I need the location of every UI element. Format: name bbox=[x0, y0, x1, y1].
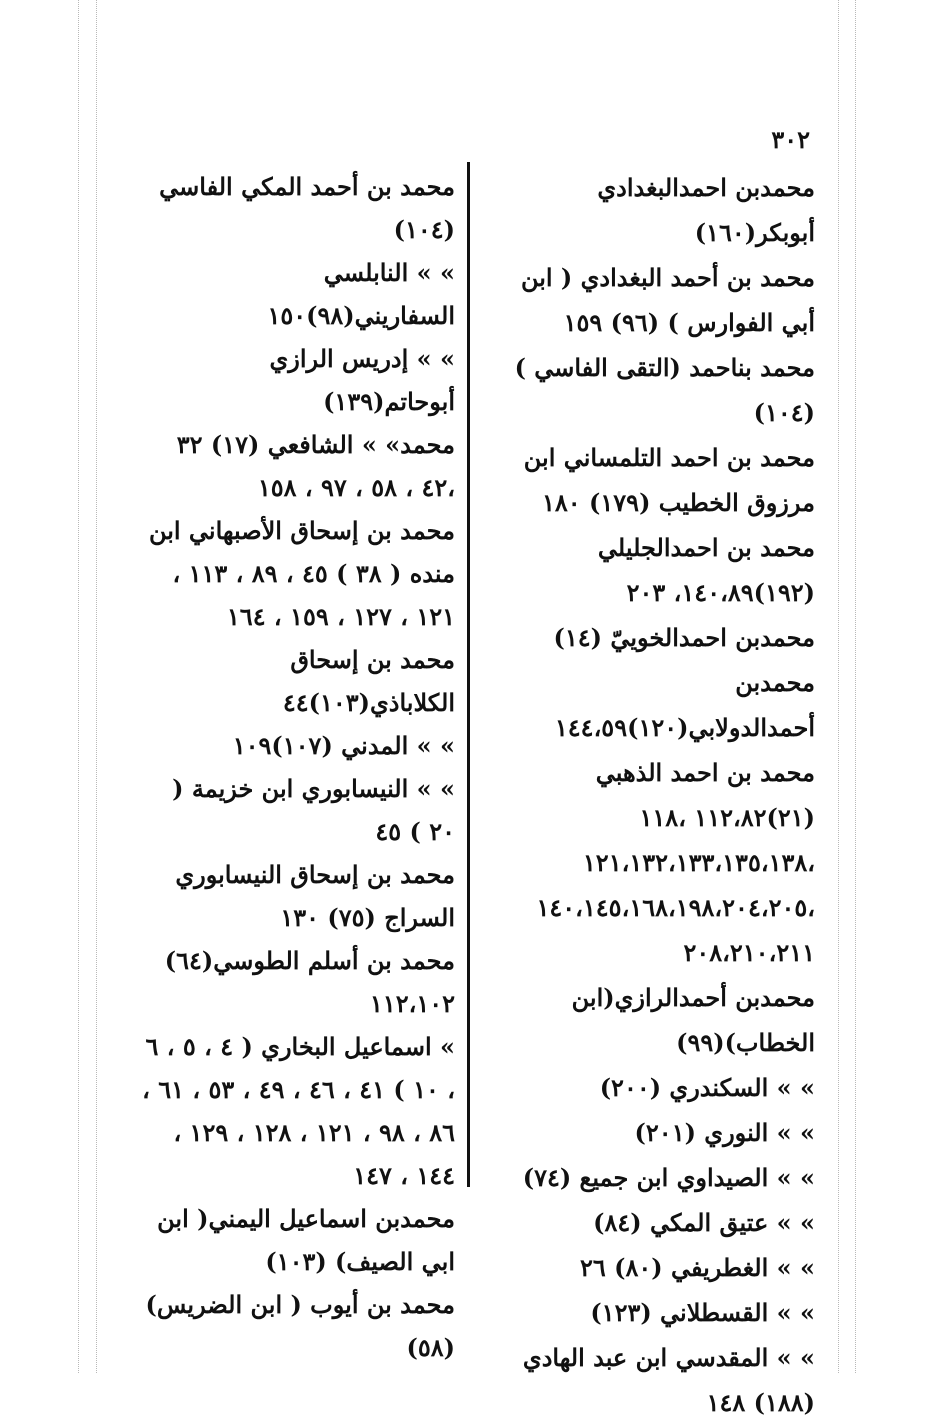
index-entry: محمد بن احمد الذهبي (٢١)١١٢،٨٢ ،١١٨ ،١٢١،١٣٢،١٣٣،١٣٥،١٣٨ ،١٤٠،١٤٥،١٦٨،١٩٨،٢٠٤،٢٠٥ ٢٠٨،٢١٠،٢١١ bbox=[536, 758, 815, 967]
index-entry: محمدبن احمدالبغدادي أبوبكر(١٦٠) bbox=[597, 173, 815, 247]
index-entry: » » السكندري (٢٠٠) bbox=[599, 1073, 815, 1102]
index-column-right bbox=[495, 165, 815, 1425]
index-entry: محمد» » الشافعي (١٧) ٣٢ ،٤٢ ، ٥٨ ، ٩٧ ، ١٥٨ bbox=[176, 430, 455, 502]
index-entry: محمد بن إسحاق الكلاباذي(١٠٣)٤٤ bbox=[282, 645, 455, 717]
scan-margin-line bbox=[838, 0, 839, 1373]
index-entry: » » إدريس الرازي أبوحاتم(١٣٩) bbox=[269, 344, 455, 416]
index-entry: محمد بن أسلم الطوسي(٦٤) ١١٢،١٠٢ bbox=[164, 946, 455, 1018]
index-entry: محمد بن إسحاق النيسابوري السراج (٧٥) ١٣٠ bbox=[175, 860, 455, 932]
index-entry: » » النوري (٢٠١) bbox=[634, 1118, 815, 1147]
column-divider bbox=[467, 162, 470, 1187]
scan-margin-line bbox=[96, 0, 97, 1373]
index-entry: محمد بن احمدالجليلي (١٩٢)١٤٠،٨٩، ٢٠٣ bbox=[597, 533, 815, 607]
index-entry: محمد بن أحمد البغدادي ( ابن أبي الفوارس ) (٩٦) ١٥٩ bbox=[520, 263, 815, 337]
index-entry: محمد بن أحمد المكي الفاسي (١٠٤) bbox=[159, 172, 455, 244]
index-entry: محمدبن اسماعيل اليمني( ابن ابي الصيف) (١٠٣) bbox=[157, 1204, 455, 1276]
index-entry: محمد بن إسحاق الأصبهاني ابن منده ( ٣٨ ) ٤٥ ، ٨٩ ، ١١٣ ، ١٢١ ، ١٢٧ ، ١٥٩ ، ١٦٤ bbox=[148, 516, 455, 631]
index-entry: » » النيسابوري ابن خزيمة ( ٢٠ ) ٤٥ bbox=[172, 774, 455, 846]
index-entry: محمدبن أحمدالدولابي(١٢٠)١٤٤،٥٩ bbox=[554, 668, 815, 742]
index-entry: محمدبن احمدالخوييّ (١٤) bbox=[553, 623, 815, 652]
index-column-left bbox=[140, 165, 455, 1369]
index-entry: » » المقدسي ابن عبد الهادي (١٨٨) ١٤٨ bbox=[522, 1343, 815, 1417]
index-entry: محمد بن أيوب ( ابن الضريس)(٥٨) bbox=[145, 1290, 455, 1362]
index-entry: » » المدني (١٠٧)١٠٩ bbox=[232, 731, 455, 760]
scan-margin-line bbox=[855, 0, 856, 1373]
scan-margin-line bbox=[78, 0, 79, 1373]
index-entry: » » الغطريفي (٨٠) ٢٦ bbox=[579, 1253, 815, 1282]
index-entry: » » عتيق المكي (٨٤) bbox=[593, 1208, 815, 1237]
index-entry: » » الصيداوي ابن جميع (٧٤) bbox=[522, 1163, 815, 1192]
index-entry: » » القسطلاني (١٢٣) bbox=[590, 1298, 815, 1327]
page-number: ٣٠٢ bbox=[771, 125, 810, 154]
index-entry: محمدبن أحمدالرازي(ابن الخطاب)(٩٩) bbox=[571, 983, 815, 1057]
index-entry: محمد بناحمد (التقى الفاسي ) (١٠٤) bbox=[514, 353, 815, 427]
index-entry: » » النابلسي السفاريني(٩٨)١٥٠ bbox=[267, 258, 455, 330]
index-entry: » اسماعيل البخاري ( ٤ ، ٥ ، ٦ ، ١٠ ) ٤١ ، ٤٦ ، ٤٩ ، ٥٣ ، ٦١ ، ٨٦ ، ٩٨ ، ١٢١ ، ١٢٨ ، ١٢٩ ، ١٤٤ ، ١٤٧ bbox=[142, 1032, 455, 1190]
index-entry: محمد بن احمد التلمساني ابن مرزوق الخطيب (١٧٩) ١٨٠ bbox=[523, 443, 815, 517]
